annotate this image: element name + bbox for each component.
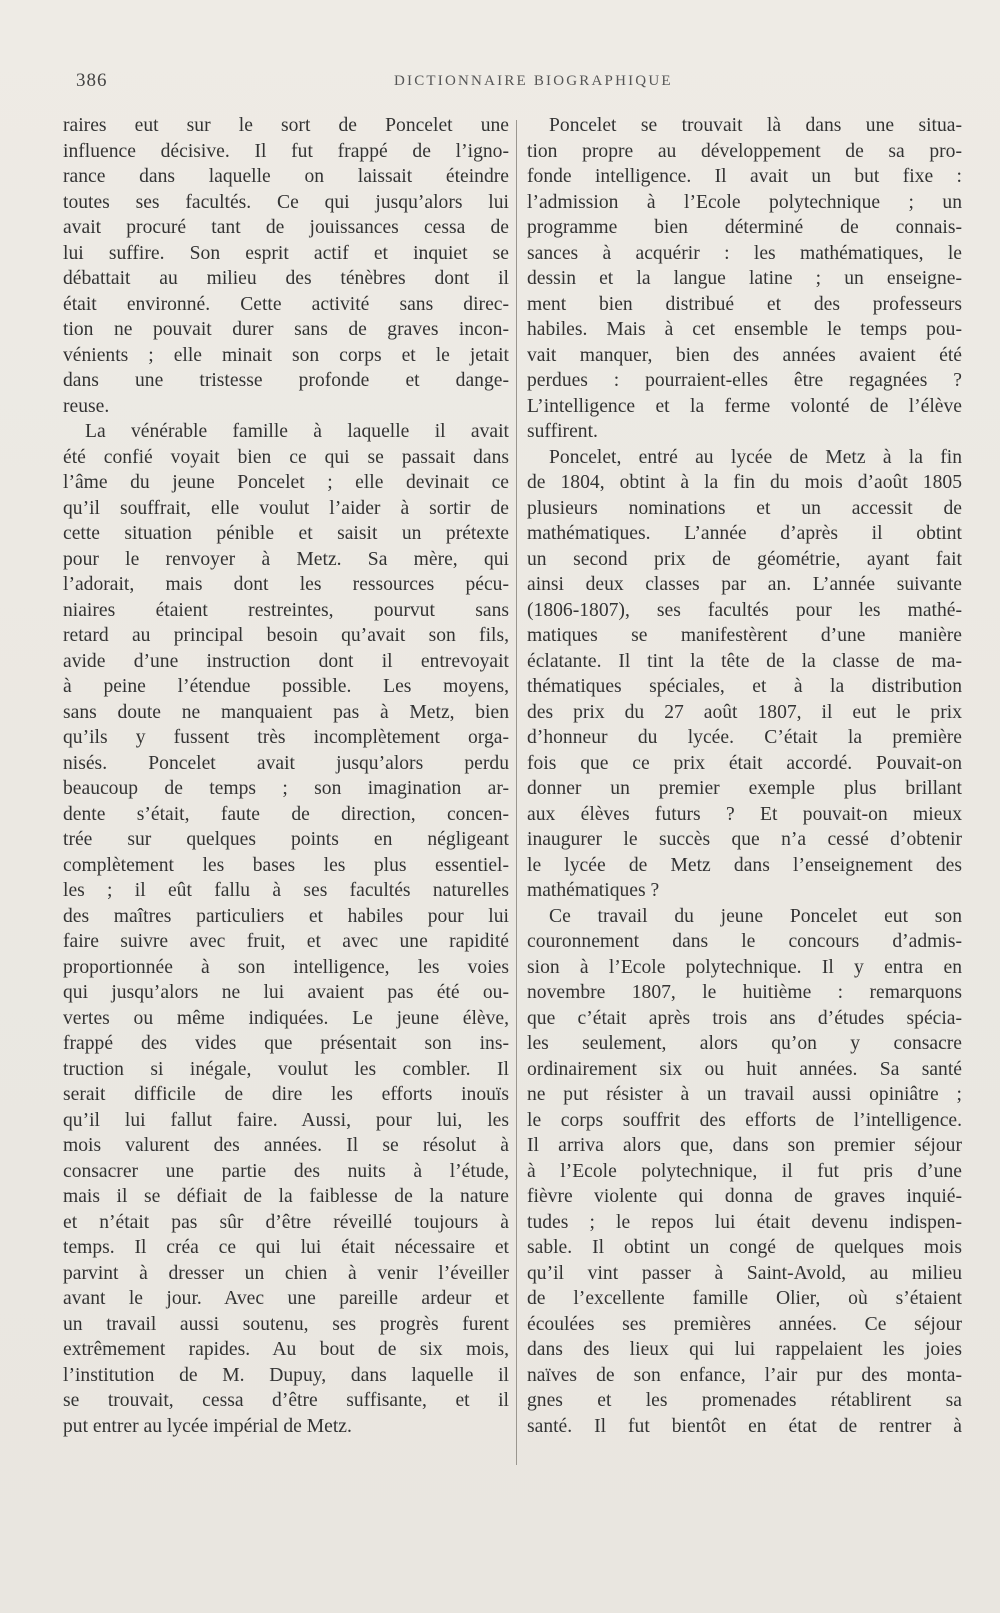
text-line: L’intelligence et la ferme volonté de l’élève <box>527 395 962 417</box>
text-line: qu’il vint passer à Saint-Avold, au milieu <box>527 1262 962 1284</box>
text-line: toutes ses facultés. Ce qui jusqu’alors lui <box>63 191 509 213</box>
text-line: les ; il eût fallu à ses facultés naturelles <box>63 880 509 901</box>
text-line: retard au principal besoin qu’avait son fils, <box>63 625 509 646</box>
text-line: des maîtres particuliers et habiles pour lui <box>63 905 509 927</box>
text-line: se trouvait, cessa d’être suffisante, et il <box>63 1390 509 1411</box>
text-line: programme bien déterminé de connais- <box>527 217 962 238</box>
text-line: niaires étaient restreintes, pourvut sans <box>63 599 509 621</box>
text-line: et n’était pas sûr d’être réveillé toujours à <box>63 1211 509 1233</box>
text-line: un second prix de géométrie, ayant fait <box>527 548 962 570</box>
text-line: dans une tristesse profonde et dange- <box>63 370 509 391</box>
text-line: (1806-1807), ses facultés pour les mathé- <box>527 599 962 621</box>
column-divider <box>516 120 517 1465</box>
running-title: DICTIONNAIRE BIOGRAPHIQUE <box>394 73 673 89</box>
text-line: qu’il lui fallut faire. Aussi, pour lui, les <box>63 1109 509 1131</box>
text-line: mathématiques ? <box>527 880 660 901</box>
text-line: dans des lieux qui lui rappelaient les joies <box>527 1339 962 1360</box>
text-line: fonde intelligence. Il avait un but fixe : <box>527 166 962 187</box>
text-line: gnes et les promenades rétablirent sa <box>527 1390 962 1411</box>
text-line: donner un premier exemple plus brillant <box>527 778 962 799</box>
text-line: put entrer au lycée impérial de Metz. <box>63 1415 352 1437</box>
text-line: sans doute ne manquaient pas à Metz, bien <box>63 701 509 723</box>
text-line: couronnement dans le concours d’admis- <box>527 931 962 952</box>
text-line: cette situation pénible et saisit un prétexte <box>63 523 509 544</box>
text-line: vertes ou même indiquées. Le jeune élève, <box>63 1007 509 1029</box>
text-line: extrêmement rapides. Au bout de six mois, <box>63 1339 509 1360</box>
text-line: qu’il souffrait, elle voulut l’aider à sortir de <box>63 497 509 519</box>
left-column <box>63 113 509 1439</box>
text-line: trée sur quelques points en négligeant <box>63 829 509 850</box>
text-line: ainsi deux classes par an. L’année suivante <box>527 574 962 595</box>
text-line: inaugurer le succès que n’a cessé d’obtenir <box>527 829 962 850</box>
text-line: truction si inégale, voulut les combler. Il <box>63 1058 509 1080</box>
text-line: La vénérable famille à laquelle il avait <box>85 421 509 442</box>
text-line: le corps souffrit des efforts de l’intelligence. <box>527 1109 962 1131</box>
text-line: serait difficile de dire les efforts inouïs <box>63 1084 509 1105</box>
text-line: proportionnée à son intelligence, les voies <box>63 956 509 978</box>
text-line: consacrer une partie des nuits à l’étude, <box>63 1160 509 1182</box>
text-line: perdues : pourraient-elles être regagnées ? <box>527 370 962 391</box>
text-line: à peine l’étendue possible. Les moyens, <box>63 676 509 697</box>
text-line: ne put résister à un travail aussi opiniâtre ; <box>527 1084 962 1105</box>
text-line: vait manquer, bien des années avaient été <box>527 344 962 366</box>
text-line: tion ne pouvait durer sans de graves incon- <box>63 319 509 340</box>
text-line: mathématiques. L’année d’après il obtint <box>527 523 962 544</box>
text-line: mais il se défiait de la faiblesse de la nature <box>63 1186 509 1207</box>
text-line: naïves de son enfance, l’air pur des monta- <box>527 1364 962 1386</box>
text-line: Poncelet, entré au lycée de Metz à la fin <box>549 446 962 468</box>
text-line: sion à l’Ecole polytechnique. Il y entra en <box>527 956 962 978</box>
text-line: sable. Il obtint un congé de quelques mois <box>527 1237 962 1258</box>
text-line: tudes ; le repos lui était devenu indispen- <box>527 1211 962 1233</box>
text-line: un travail aussi soutenu, ses progrès furent <box>63 1313 509 1335</box>
text-line: ordinairement six ou huit années. Sa santé <box>527 1058 962 1080</box>
text-line: qui jusqu’alors ne lui avaient pas été ou- <box>63 982 509 1003</box>
text-line: raires eut sur le sort de Poncelet une <box>63 115 509 136</box>
text-line: parvint à dresser un chien à venir l’éveiller <box>63 1262 509 1284</box>
text-line: reuse. <box>63 395 110 417</box>
text-line: habiles. Mais à cet ensemble le temps pou- <box>527 319 962 340</box>
text-line: nisés. Poncelet avait jusqu’alors perdu <box>63 752 509 774</box>
text-line: plusieurs nominations et un accessit de <box>527 497 962 519</box>
text-line: de l’excellente famille Olier, où s’étaient <box>527 1288 962 1309</box>
text-line: Ce travail du jeune Poncelet eut son <box>549 905 962 927</box>
text-line: novembre 1807, le huitième : remarquons <box>527 982 962 1003</box>
text-line: suffirent. <box>527 421 598 442</box>
text-line: éclatante. Il tint la tête de la classe de ma- <box>527 650 962 672</box>
text-line: d’honneur du lycée. C’était la première <box>527 727 962 748</box>
text-line: avait procuré tant de jouissances cessa de <box>63 217 509 238</box>
text-line: santé. Il fut bientôt en état de rentrer à <box>527 1415 962 1437</box>
text-line: les seulement, alors qu’on y consacre <box>527 1033 962 1054</box>
text-line: complètement les bases les plus essentiel- <box>63 854 509 876</box>
text-line: dente s’était, faute de direction, concen- <box>63 803 509 825</box>
text-line: beaucoup de temps ; son imagination ar- <box>63 778 509 799</box>
text-line: de 1804, obtint à la fin du mois d’août 1805 <box>527 472 962 493</box>
text-line: avide d’une instruction dont il entrevoyait <box>63 650 509 672</box>
text-line: mois valurent des années. Il se résolut à <box>63 1135 509 1156</box>
text-line: écoulées ses premières années. Ce séjour <box>527 1313 962 1335</box>
text-line: dessin et la langue latine ; un enseigne- <box>527 268 962 289</box>
text-line: était environné. Cette activité sans direc- <box>63 293 509 315</box>
text-line: le lycée de Metz dans l’enseignement des <box>527 854 962 876</box>
text-line: fois que ce prix était accordé. Pouvait-on <box>527 752 962 774</box>
text-line: matiques se manifestèrent d’une manière <box>527 625 962 646</box>
page-header <box>76 70 956 100</box>
text-line: des prix du 27 août 1807, il eut le prix <box>527 701 962 723</box>
text-line: l’institution de M. Dupuy, dans laquelle il <box>63 1364 509 1386</box>
text-line: fièvre violente qui donna de graves inquié- <box>527 1186 962 1207</box>
text-line: influence décisive. Il fut frappé de l’igno- <box>63 140 509 162</box>
text-line: vénients ; elle minait son corps et le jetait <box>63 344 509 366</box>
text-line: qu’ils y fussent très incomplètement orga- <box>63 727 509 748</box>
text-line: l’adorait, mais dont les ressources pécu- <box>63 574 509 595</box>
text-line: Poncelet se trouvait là dans une situa- <box>549 115 962 136</box>
text-line: temps. Il créa ce qui lui était nécessaire et <box>63 1237 509 1258</box>
page-number: 386 <box>76 70 108 91</box>
text-line: Il arriva alors que, dans son premier séjour <box>527 1135 962 1156</box>
right-column <box>527 113 962 1439</box>
text-line: frappé des vides que présentait son ins- <box>63 1033 509 1054</box>
text-line: avant le jour. Avec une pareille ardeur et <box>63 1288 509 1309</box>
text-line: ment bien distribué et des professeurs <box>527 293 962 315</box>
text-line: l’admission à l’Ecole polytechnique ; un <box>527 191 962 213</box>
text-line: tion propre au développement de sa pro- <box>527 140 962 162</box>
text-line: l’âme du jeune Poncelet ; elle devinait ce <box>63 472 509 493</box>
text-line: à l’Ecole polytechnique, il fut pris d’une <box>527 1160 962 1182</box>
text-line: été confié voyait bien ce qui se passait dans <box>63 446 509 468</box>
text-line: lui suffire. Son esprit actif et inquiet se <box>63 242 509 264</box>
text-line: faire suivre avec fruit, et avec une rapidité <box>63 931 509 952</box>
text-line: pour le renvoyer à Metz. Sa mère, qui <box>63 548 509 570</box>
text-line: que c’était après trois ans d’études spécia- <box>527 1007 962 1029</box>
text-line: sances à acquérir : les mathématiques, le <box>527 242 962 264</box>
text-line: aux élèves futurs ? Et pouvait-on mieux <box>527 803 962 825</box>
text-line: débattait au milieu des ténèbres dont il <box>63 268 509 289</box>
text-line: rance dans laquelle on laissait éteindre <box>63 166 509 187</box>
text-line: thématiques spéciales, et à la distribution <box>527 676 962 697</box>
